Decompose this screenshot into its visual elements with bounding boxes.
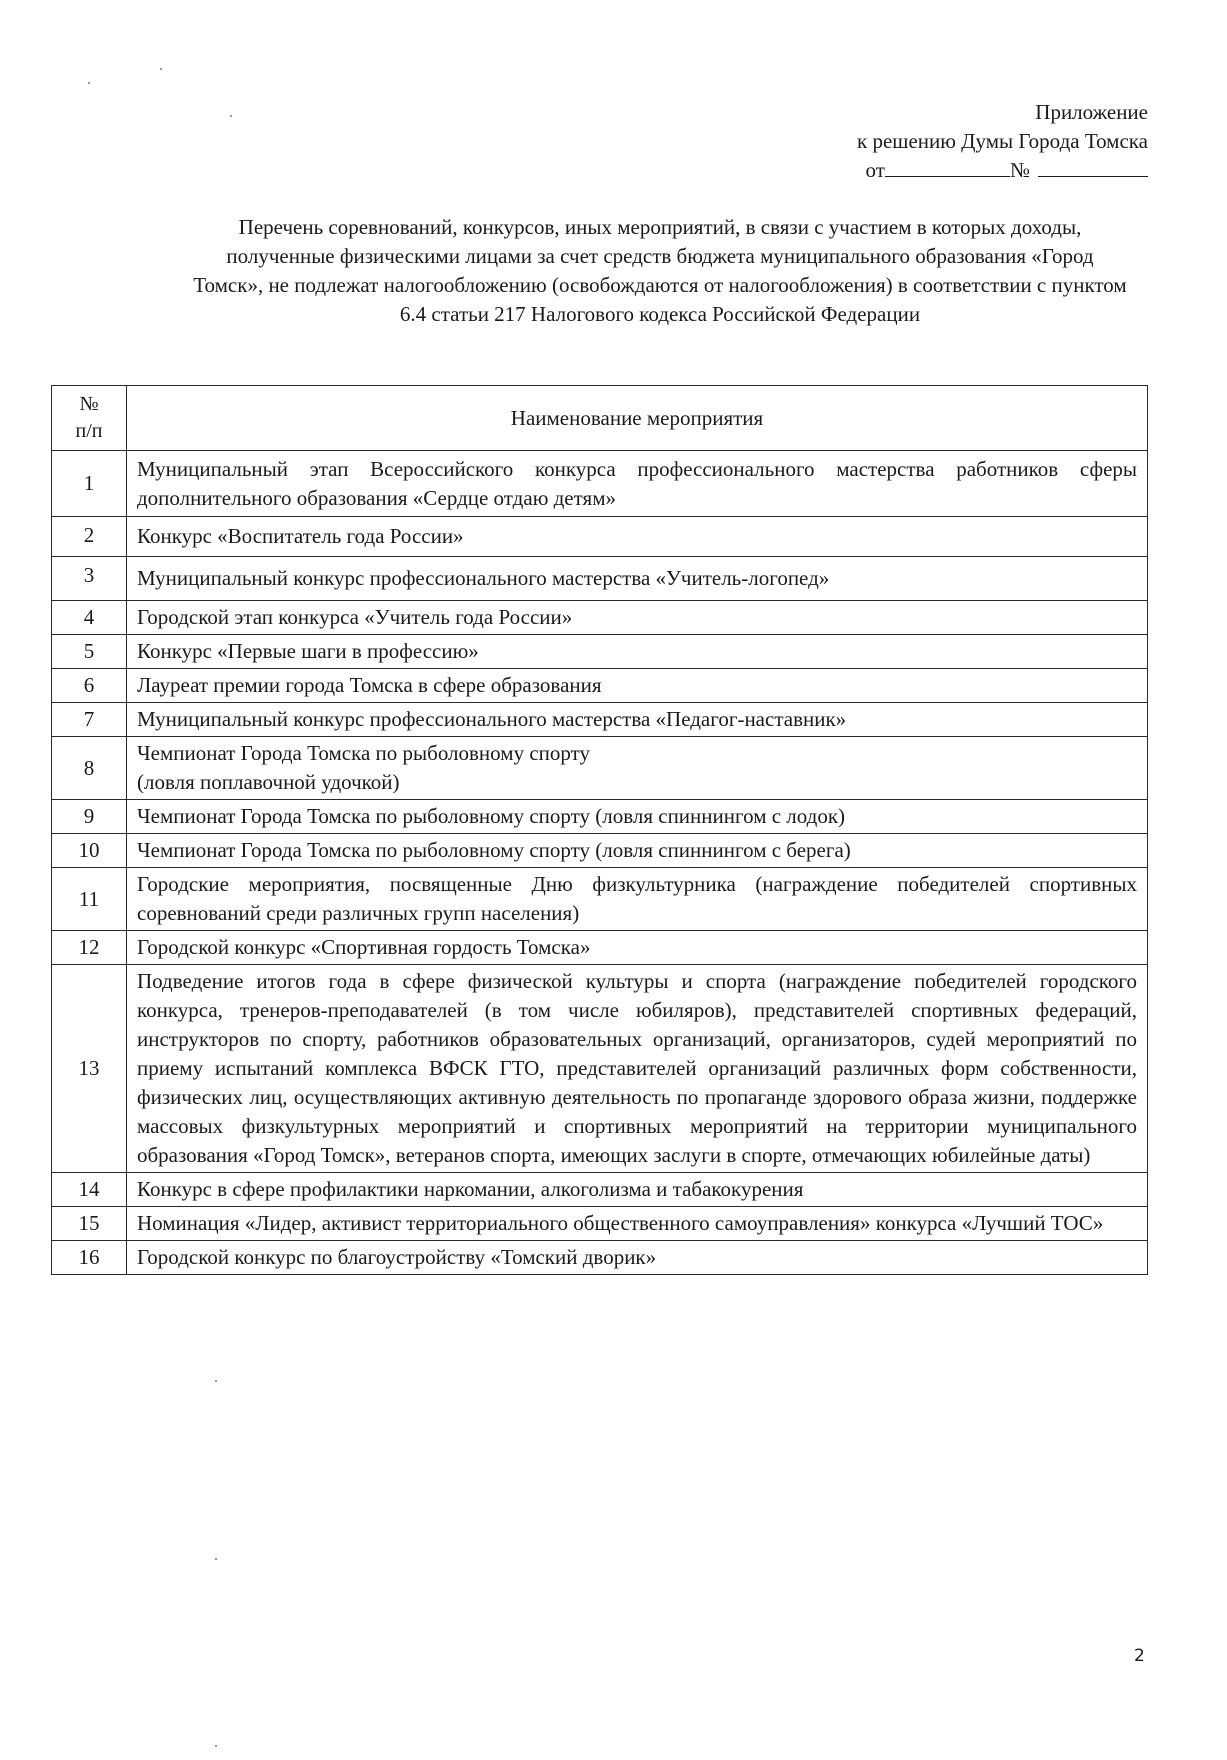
header-number	[52, 386, 127, 451]
scan-artifact	[215, 1380, 217, 1382]
row-name: Городской этап конкурса «Учитель года России»	[127, 601, 1148, 635]
page-number: 2	[1134, 1646, 1145, 1666]
attachment-header	[857, 98, 1148, 185]
table-row	[52, 931, 1148, 965]
row-number: 14	[52, 1173, 127, 1207]
row-name: Конкурс «Воспитатель года России»	[127, 517, 1148, 557]
events-table	[51, 385, 1148, 1275]
scan-artifact	[215, 1745, 217, 1747]
row-name: Лауреат премии города Томска в сфере образования	[127, 669, 1148, 703]
row-name: Конкурс «Первые шаги в профессию»	[127, 635, 1148, 669]
table-row	[52, 635, 1148, 669]
table-row	[52, 1241, 1148, 1275]
row-name: Муниципальный этап Всероссийского конкурса профессионального мастерства работников сферы дополнительного образования «Сердце отдаю детям»	[127, 451, 1148, 517]
row-name: Муниципальный конкурс профессионального мастерства «Педагог-наставник»	[127, 703, 1148, 737]
row-name: Городской конкурс по благоустройству «Томский дворик»	[127, 1241, 1148, 1275]
row-number: 9	[52, 800, 127, 834]
row-name: Чемпионат Города Томска по рыболовному спорту (ловля спиннингом с лодок)	[127, 800, 1148, 834]
row-name: Городской конкурс «Спортивная гордость Томска»	[127, 931, 1148, 965]
table-row	[52, 834, 1148, 868]
row-number: 4	[52, 601, 127, 635]
row-number: 6	[52, 669, 127, 703]
row-name: Муниципальный конкурс профессионального мастерства «Учитель-логопед»	[127, 557, 1148, 601]
table-row	[52, 557, 1148, 601]
row-name: Городские мероприятия, посвященные Дню физкультурника (награждение победителей спортивных соревнований среди различных групп населения)	[127, 868, 1148, 931]
table-row	[52, 800, 1148, 834]
row-number: 12	[52, 931, 127, 965]
row-number: 16	[52, 1241, 127, 1275]
row-number: 13	[52, 965, 127, 1173]
scan-artifact	[160, 68, 162, 70]
date-blank	[885, 158, 1010, 177]
row-name: Подведение итогов года в сфере физической культуры и спорта (награждение победителей городского конкурса, тренеров-преподавателей (в том числе юбиляров), представителей спортивных федераций, инструкторов по спорту, работников образовательных организаций, организаторов, судей мероприятий по приему испытаний комплекса ВФСК ГТО, представителей организаций различных форм собственности, физических лиц, осуществляющих активную деятельность по пропаганде здорового образа жизни, поддержке массовых физкультурных мероприятий и спортивных мероприятий на территории муниципального образования «Город Томск», ветеранов спорта, имеющих заслуги в спорте, отмечающих юбилейные даты)	[127, 965, 1148, 1173]
attachment-label: Приложение	[1035, 100, 1148, 124]
table-row	[52, 669, 1148, 703]
row-name	[127, 737, 1148, 800]
row-number: 1	[52, 451, 127, 517]
row-name-line: (ловля поплавочной удочкой)	[137, 770, 400, 794]
table-row	[52, 965, 1148, 1173]
row-number: 11	[52, 868, 127, 931]
row-name: Номинация «Лидер, активист территориального общественного самоуправления» конкурса «Лучший ТОС»	[127, 1207, 1148, 1241]
table-row	[52, 601, 1148, 635]
scan-artifact	[215, 1558, 217, 1560]
number-sign: №	[1009, 158, 1030, 182]
row-number: 7	[52, 703, 127, 737]
row-name: Конкурс в сфере профилактики наркомании, алкоголизма и табакокурения	[127, 1173, 1148, 1207]
row-number: 10	[52, 834, 127, 868]
attachment-date-number	[857, 156, 1148, 185]
table-row	[52, 451, 1148, 517]
row-number: 5	[52, 635, 127, 669]
table-row	[52, 737, 1148, 800]
document-title: Перечень соревнований, конкурсов, иных мероприятий, в связи с участием в которых доходы, полученные физическими лицами за счет средств бюджета муниципального образования «Город Томск», не подлежат налогообложению (освобождаются от налогообложения) в соответствии с пунктом 6.4 статьи 217 Налогового кодекса Российской Федерации	[193, 215, 1127, 326]
table-row	[52, 868, 1148, 931]
attachment-decision: к решению Думы Города Томска	[857, 129, 1148, 153]
number-blank	[1038, 158, 1148, 177]
header-number-sign: №	[79, 393, 99, 415]
row-number: 15	[52, 1207, 127, 1241]
header-name: Наименование мероприятия	[127, 386, 1148, 451]
row-name-line: Чемпионат Города Томска по рыболовному спорту	[137, 741, 590, 765]
header-number-pp: п/п	[75, 420, 103, 442]
table-row	[52, 1173, 1148, 1207]
date-prefix: от	[865, 158, 885, 182]
row-name: Чемпионат Города Томска по рыболовному спорту (ловля спиннингом с берега)	[127, 834, 1148, 868]
row-number: 8	[52, 737, 127, 800]
row-number: 2	[52, 517, 127, 557]
table-header-row	[52, 386, 1148, 451]
table-row	[52, 1207, 1148, 1241]
table-row	[52, 517, 1148, 557]
row-number: 3	[52, 557, 127, 601]
table-row	[52, 703, 1148, 737]
scan-artifact	[230, 115, 232, 117]
scan-artifact	[88, 82, 90, 84]
